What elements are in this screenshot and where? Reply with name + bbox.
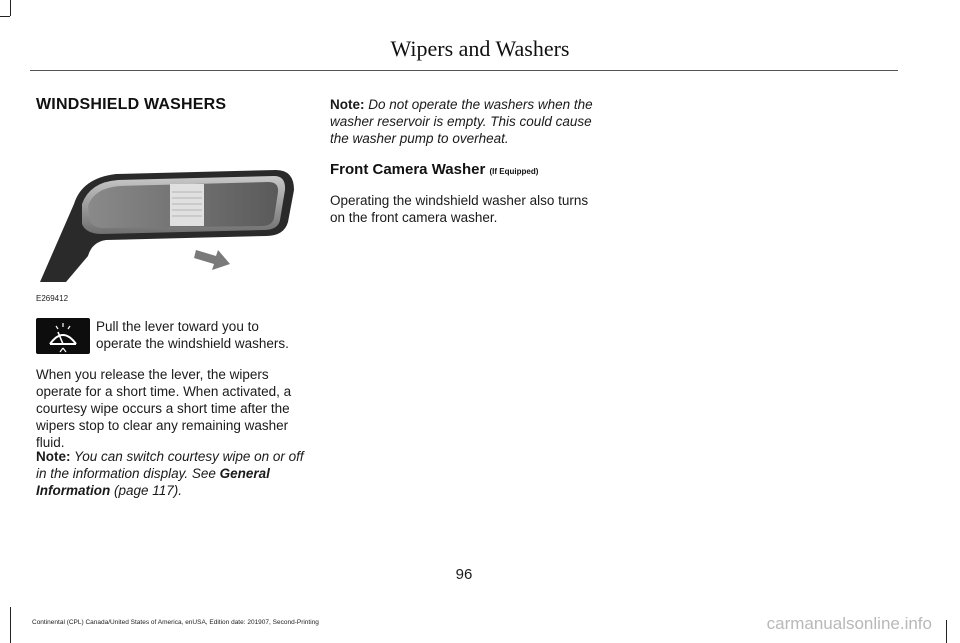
pull-lever-instruction: Pull the lever toward you to operate the windshield washers. (96, 319, 289, 351)
general-information-link[interactable]: General Information (36, 466, 270, 498)
edition-footer: Continental (CPL) Canada/United States of America, enUSA, Edition date: 201907, Second-Printing (32, 619, 319, 626)
windshield-washer-icon (36, 318, 90, 354)
note-text: You can switch courtesy wipe on or off in the information display. See (36, 449, 304, 481)
reservoir-note (330, 96, 602, 147)
crop-mark (946, 620, 947, 643)
release-paragraph: When you release the lever, the wipers operate for a short time. When activated, a courtesy wipe occurs a short time after the wipers stop to clear any remaining washer fluid. (36, 367, 292, 450)
note-label: Note: (330, 97, 365, 112)
courtesy-wipe-note (36, 448, 306, 499)
watermark: carmanualsonline.info (766, 614, 932, 633)
header-divider (30, 70, 898, 71)
page-reference: (page 117). (110, 483, 183, 498)
note-text: Do not operate the washers when the washer reservoir is empty. This could cause the washer pump to overheat. (330, 97, 593, 146)
left-column (36, 96, 304, 498)
page-title: Wipers and Washers (390, 36, 570, 61)
crop-mark (0, 16, 10, 17)
page-number: 96 (455, 566, 473, 583)
note-label: Note: (36, 449, 71, 464)
section-heading: WINDSHIELD WASHERS (36, 96, 227, 113)
figure-id: E269412 (36, 294, 69, 303)
wiper-lever-illustration (36, 164, 302, 294)
crop-mark (10, 0, 11, 16)
if-equipped-qualifier: (If Equipped) (489, 167, 539, 176)
front-camera-washer-heading (330, 161, 602, 178)
middle-column (330, 96, 602, 226)
camera-washer-paragraph: Operating the windshield washer also turns on the front camera washer. (330, 193, 589, 225)
crop-mark (10, 607, 11, 643)
sub-heading-text: Front Camera Washer (330, 161, 486, 178)
